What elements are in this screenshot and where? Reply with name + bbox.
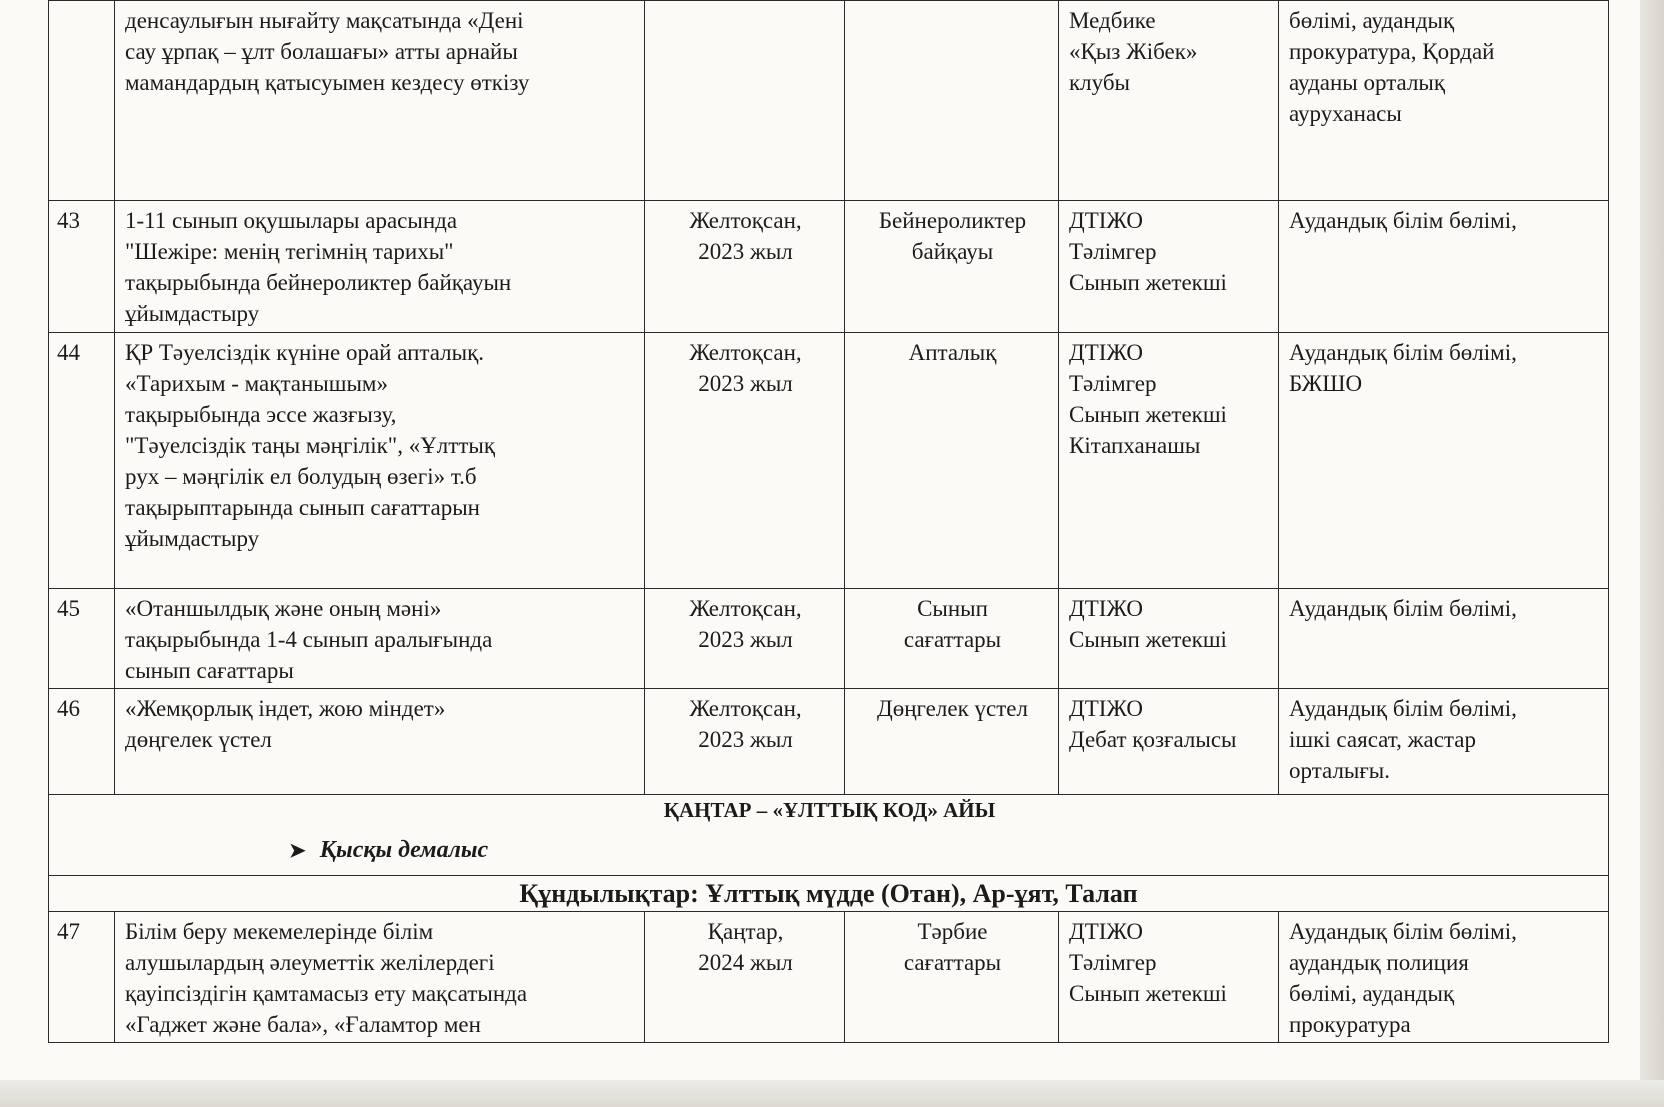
table-row [49, 1, 1609, 201]
partners-cell: бөлімі, аудандық прокуратура, Қордай ауданы орталық ауруханасы [1279, 1, 1609, 201]
partners-cell: Аудандық білім бөлімі, БЖШО [1279, 333, 1609, 589]
arrow-bullet-icon: ➤ [289, 840, 306, 862]
responsible-cell: ДТІЖО Дебат қозғалысы [1059, 689, 1279, 795]
event-cell: «Жемқорлық індет, жою міндет» дөңгелек үстел [115, 689, 645, 795]
page-bottom-edge [0, 1080, 1664, 1107]
table-row [49, 589, 1609, 689]
date-cell: Қаңтар, 2024 жыл [645, 912, 845, 1043]
date-cell: Желтоқсан, 2023 жыл [645, 589, 845, 689]
responsible-cell: ДТІЖО Сынып жетекші [1059, 589, 1279, 689]
table-row [49, 689, 1609, 795]
holiday-text: Қысқы демалыс [319, 837, 489, 863]
form-cell: Бейнероликтер байқауы [845, 201, 1059, 333]
form-cell: Сынып сағаттары [845, 589, 1059, 689]
row-number [49, 1, 115, 201]
month-header-cell [49, 795, 1609, 876]
holiday-bullet [289, 835, 488, 867]
event-cell: ҚР Тәуелсіздік күніне орай апталық. «Тарихым - мақтанышым» тақырыбында эссе жазғызу, "Тәуелсіздік таңы мәңгілік", «Ұлттық рух – мәңгілік ел болудың өзегі» т.б тақырыптарында сынып сағаттарын ұйымдастыру [115, 333, 645, 589]
partners-cell: Аудандық білім бөлімі, [1279, 201, 1609, 333]
form-cell: Тәрбие сағаттары [845, 912, 1059, 1043]
date-cell: Желтоқсан, 2023 жыл [645, 201, 845, 333]
values-header-row [49, 876, 1609, 912]
month-header-row [49, 795, 1609, 876]
date-cell [645, 1, 845, 201]
event-cell: «Отаншылдық және оның мәні» тақырыбында 1-4 сынып аралығында сынып сағаттары [115, 589, 645, 689]
partners-cell: Аудандық білім бөлімі, ішкі саясат, жастар орталығы. [1279, 689, 1609, 795]
date-cell: Желтоқсан, 2023 жыл [645, 333, 845, 589]
event-cell: 1-11 сынып оқушылары арасында "Шежіре: менің тегімнің тарихы" тақырыбында бейнероликтер байқауын ұйымдастыру [115, 201, 645, 333]
partners-cell: Аудандық білім бөлімі, [1279, 589, 1609, 689]
plan-table [48, 0, 1609, 1043]
row-number: 44 [49, 333, 115, 589]
table-row [49, 333, 1609, 589]
table-row [49, 912, 1609, 1043]
responsible-cell: ДТІЖО Тәлімгер Сынып жетекші Кітапханашы [1059, 333, 1279, 589]
table-row [49, 201, 1609, 333]
values-header: Құндылықтар: Ұлттық мүдде (Отан), Ар-ұят, Талап [49, 876, 1609, 912]
form-cell [845, 1, 1059, 201]
month-header: ҚАҢТАР – «ҰЛТТЫҚ КОД» АЙЫ [663, 798, 996, 822]
row-number: 47 [49, 912, 115, 1043]
partners-cell: Аудандық білім бөлімі, аудандық полиция бөлімі, аудандық прокуратура [1279, 912, 1609, 1043]
form-cell: Дөңгелек үстел [845, 689, 1059, 795]
responsible-cell: ДТІЖО Тәлімгер Сынып жетекші [1059, 201, 1279, 333]
form-cell: Апталық [845, 333, 1059, 589]
responsible-cell: Медбике «Қыз Жібек» клубы [1059, 1, 1279, 201]
page-edge [1640, 0, 1664, 1107]
date-cell: Желтоқсан, 2023 жыл [645, 689, 845, 795]
responsible-cell: ДТІЖО Тәлімгер Сынып жетекші [1059, 912, 1279, 1043]
row-number: 46 [49, 689, 115, 795]
event-cell: денсаулығын нығайту мақсатында «Дені сау ұрпақ – ұлт болашағы» атты арнайы мамандардың қатысуымен кездесу өткізу [115, 1, 645, 201]
row-number: 45 [49, 589, 115, 689]
event-cell: Білім беру мекемелерінде білім алушылардың әлеуметтік желілердегі қауіпсіздігін қамтамасыз ету мақсатында «Гаджет және бала», «Ғаламтор мен [115, 912, 645, 1043]
row-number: 43 [49, 201, 115, 333]
